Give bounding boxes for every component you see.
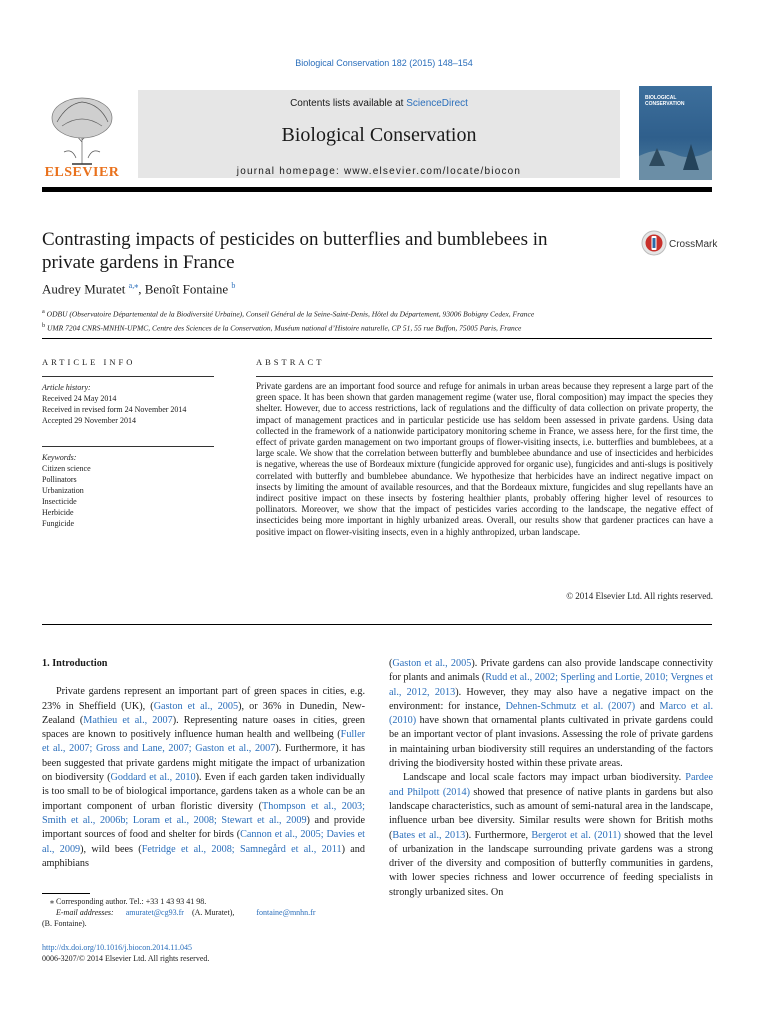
footnote-rule [42,893,90,894]
keywords-rule [42,446,214,447]
journal-title: Biological Conservation [281,124,477,146]
keyword: Insecticide [42,497,77,506]
affiliation [42,320,712,334]
body-paragraph [42,685,365,871]
journal-citation[interactable]: Biological Conservation 182 (2015) 148–154 [295,58,473,68]
abstract-rule [256,376,713,377]
body-text: ). Furthermore, [465,829,532,841]
history-label: Article history: [42,383,91,392]
body-text: Landscape and local scale factors may impact urban biodiversity. [403,772,686,784]
affil-mark: a [42,308,45,315]
issn-line: 0006-3207/© 2014 Elsevier Ltd. All rights reserved. [42,954,210,963]
body-text: ) and provide important sources of food and shelter for birds ( [42,814,365,841]
citation-link[interactable]: Fuller et al., 2007; Gross and Lane, 2007; Gaston et al., 2007 [42,729,365,755]
body-text: ). Representing nature oases in cities, green spaces are known to positively influence human health and wellbeing ( [42,714,366,741]
abstract-copyright: © 2014 Elsevier Ltd. All rights reserved. [566,591,713,601]
article-info-heading: ARTICLE INFO [42,357,136,367]
doi-block [42,942,365,964]
abstract-text: Private gardens are an important food source and refuge for animals in urban areas because they represent a large part of the green space. It has been shown that garden management regime (water use, floral composition) may impact the species they shelter. However, due to access restrictions, lack of regulations and the difficulty of data collection on private property, the impact of management practices and in particular pesticide use has seldom been assessed in private gardens. Using data collected in the framework of a nationwide participatory monitoring scheme in France, we assess here, for the first time, the effect of private garden management on two important groups of flower-visiting insects, i.e. butterflies and bumblebees, at a large scale. We show that the correlation between butterfly and bumblebee abundance and use of insecticides and herbicides is negative, whereas the use of Bordeaux mixture (fungicide approved for organic use), fungicides and anti-slugs is positively correlated with butterfly and bumblebee abundance. We hypothesize that herbicides have an indirect negative impact on insects by limiting the amount of available resources, and that the Bordeaux mixture, fungicides and slug repellants have an indirect positive impact on these insects by fostering healthier plants, probably offering higher level of resources to pollinators. Moreover, we show that the impact of pesticides varies according to the landscape, the negative effect of insecticides being more important in highly urbanized areas. Overall, our results show that gardener practices can have a positive impact on flower-visiting insects, even in a highly anthropized, urban landscape. [256,381,713,537]
header-rule [42,338,712,339]
email-owner: (A. Muratet), [191,908,235,917]
body-column-left [42,657,365,871]
citation-link[interactable]: Fetridge et al., 2008; Samnegård et al., 2011 [141,843,342,855]
body-paragraph [389,771,713,900]
cover-title-line1: BIOLOGICAL [645,95,677,101]
crossmark-badge[interactable] [641,230,721,258]
body-text: and [635,700,660,712]
citation-link[interactable]: Cannon et al., 2005; Davies et al., 2009 [42,829,365,855]
body-text: ), wild bees ( [80,843,142,855]
citation-link[interactable]: Goddard et al., 2010 [110,772,196,784]
body-text: ). Even if each garden taken individually is too small to be of biological importance, gardens taken as a whole can be an important component of urban floristic diversity ( [42,772,365,812]
section-heading: 1. Introduction [42,658,108,669]
body-text: ) and amphibians [42,843,365,869]
corresponding-author-note: ⁎ Corresponding author. Tel.: +33 1 43 93 41 98. [50,897,207,906]
keyword: Citizen science [42,464,91,473]
journal-cover-image [639,86,712,180]
cover-photo-icon [639,126,712,180]
author-separator: , [138,281,145,297]
info-rule [42,376,214,377]
body-rule [42,624,712,625]
author-name: Audrey Muratet [42,281,126,297]
email-owner: (B. Fontaine). [42,919,87,928]
citation-link[interactable]: Bates et al., 2013 [392,829,466,841]
affil-text: UMR 7204 CNRS-MNHN-UPMC, Centre des Sciences de la Conservation, Muséum national d’Histoire naturelle, CP 51, 55 rue Buffon, 75005 Paris, France [47,323,522,332]
citation-link[interactable]: Pardee and Philpott (2014) [389,772,713,798]
citation-link[interactable]: Dehnen-Schmutz et al. (2007) [505,700,636,712]
keyword: Herbicide [42,508,74,517]
article-history [42,382,214,426]
keyword: Pollinators [42,475,77,484]
contents-line [138,98,620,109]
contents-prefix: Contents lists available at [290,98,407,109]
affiliation [42,306,712,320]
keyword: Fungicide [42,519,74,528]
body-paragraph [389,657,713,771]
elsevier-wordmark: ELSEVIER [44,165,120,180]
body-text: Private gardens represent an important part of green spaces in cities, e.g. 23% in Sheffield (UK), ( [42,686,365,712]
citation-link[interactable]: Marco et al. (2010) [389,700,713,727]
cover-title-line2: CONSERVATION [645,101,685,107]
body-text: showed that the level of urbanization in the landscape surrounding private gardens was a strong driver of the diversity and composition of butterfly communities in gardens, with lower species richness and lower occurrence of feeding specialists in strongly urbanized sites. On [389,829,713,898]
citation-link[interactable]: Gaston et al., 2005 [392,658,472,669]
email-label: E-mail addresses: [56,908,114,917]
journal-masthead [42,86,712,186]
body-text: ), or 36% in Dunedin, New-Zealand ( [42,700,365,726]
citation-link[interactable]: Rudd et al., 2002; Sperling and Lortie, 2010; Vergnes et al., 2012, 2013 [389,672,713,698]
body-column-right [389,657,713,900]
homepage-url[interactable]: www.elsevier.com/locate/biocon [344,166,522,177]
history-revised: Received in revised form 24 November 2014 [42,405,187,414]
author-name: Benoît Fontaine [144,281,229,297]
citation-link[interactable]: Bergerot et al. (2011) [531,829,621,841]
affil-mark: b [42,321,46,329]
author-affil-mark[interactable]: b [231,281,236,290]
masthead-rule [42,187,712,192]
author-affil-mark[interactable]: a,⁎ [128,281,139,290]
abstract-heading: ABSTRACT [256,357,325,367]
body-text: showed that presence of native plants in gardens but also landscape characteristics, such as amount of semi-natural area in the landscape, influence urban bee diversity. Similar results were shown for British moths ( [389,786,713,841]
body-text: ). However, they may also have a negative impact on the environment: for instance, [389,686,713,712]
doi-link[interactable]: http://dx.doi.org/10.1016/j.biocon.2014.11.045 [42,943,192,952]
homepage-prefix: journal homepage: [236,166,345,177]
masthead-box [138,90,620,178]
body-text: have shown that ornamental plants cultivated in private gardens could be an important vector of plant invasions. Assessing the role of private gardens in maintaining urban biodiversity still requires an understanding of the factors driving the biodiversity hosted within these private areas. [389,715,713,770]
crossmark-label: CrossMark [669,239,718,250]
body-text: ). Furthermore, it has been suggested that private gardens might mitigate the impact of urbanization on biodiversity ( [42,743,365,784]
affiliations [42,306,712,333]
affil-text: ODBU (Observatoire Départemental de la Biodiversité Urbaine), Conseil Général de la Seine-Saint-Denis, Hôtel du Département, 93006 Bobigny Cedex, France [46,309,535,319]
citation-link[interactable]: Mathieu et al., 2007 [83,714,173,726]
email-link[interactable]: amuratet@cg93.fr [125,908,184,917]
article-title: Contrasting impacts of pesticides on butterflies and bumblebees in private gardens in France [42,229,548,273]
crossmark-icon [641,230,667,256]
body-text: ( [389,658,393,669]
keywords [42,452,214,529]
email-link[interactable]: fontaine@mnhn.fr [256,908,316,917]
keywords-label: Keywords: [42,453,77,462]
sciencedirect-link[interactable]: ScienceDirect [406,98,468,109]
body-text: ). Private gardens can also provide landscape connectivity for plants and animals ( [389,658,713,684]
author-list [42,281,235,297]
history-received: Received 24 May 2014 [42,394,117,403]
citation-link[interactable]: Thompson et al., 2003; Smith et al., 2006b; Loram et al., 2008; Stewart et al., 2009 [42,800,365,826]
citation-link[interactable]: Gaston et al., 2005 [153,700,239,712]
keyword: Urbanization [42,486,84,495]
history-accepted: Accepted 29 November 2014 [42,416,136,425]
footnote [42,896,365,929]
journal-homepage [138,166,620,177]
email-line [42,907,365,918]
